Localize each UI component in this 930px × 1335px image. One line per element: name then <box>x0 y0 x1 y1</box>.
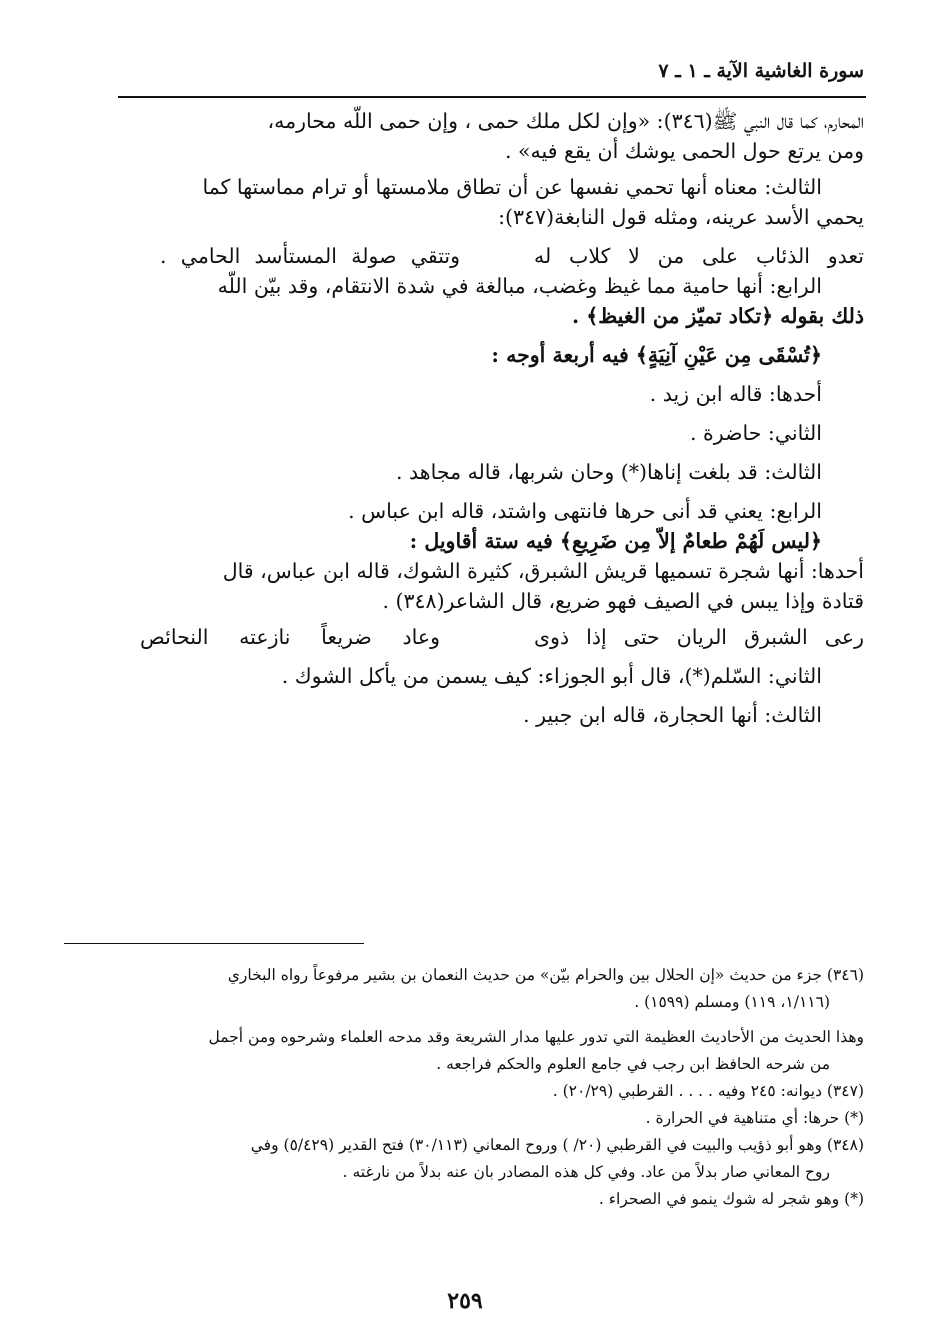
text-line: ذلك بقوله ﴿تكاد تميّز من الغيظ﴾ . <box>571 304 864 328</box>
text-line: الرابع: أنها حامية مما غيظ وغضب، مبالغة في شدة الانتقام، وقد بيّن اللّه <box>217 274 822 298</box>
main-text <box>70 106 864 730</box>
footnote-line: (٣٤٨) وهو أبو ذؤيب والبيت في القرطبي (٢٠/ ) وروح المعاني (٣٠/١١٣) فتح القدير (٥/٤٢٩) وفي <box>250 1136 864 1154</box>
verse-first-hemistich: رعى الشبرق الريان حتى إذا ذوى <box>534 625 864 649</box>
quranic-verse-heading: ﴿تُسْقَى مِن عَيْنٍ آنِيَةٍ﴾ فيه أربعة أوجه : <box>491 343 822 367</box>
text-line: قتادة وإذا يبس في الصيف فهو ضريع، قال الشاعر(٣٤٨) . <box>382 589 864 613</box>
point-line: الثاني: السّلم(*)، قال أبو الجوزاء: كيف يسمن من يأكل الشوك . <box>281 664 822 688</box>
point-line: أحدها: قاله ابن زيد . <box>649 382 822 406</box>
running-head: سورة الغاشية الآية ـ ١ ـ ٧ <box>658 60 864 82</box>
point-line: الرابع: يعني قد أنى حرها فانتهى واشتد، قاله ابن عباس . <box>348 499 822 523</box>
point-line: الثالث: قد بلغت إناها(*) وحان شربها، قاله مجاهد . <box>395 460 822 484</box>
text-line: أحدها: أنها شجرة تسميها قريش الشبرق، كثيرة الشوك، قاله ابن عباس، قال <box>222 559 864 583</box>
footnote-line: (*) حرها: أي متناهية في الحرارة . <box>645 1109 864 1127</box>
header-rule <box>118 96 866 98</box>
text-line: يحمي الأسد عرينه، ومثله قول النابغة(٣٤٧): <box>498 205 864 229</box>
verse-second-hemistich: وعاد ضريعاً نازعته النحائص <box>140 625 440 649</box>
footnote-line: روح المعاني صار بدلاً من عاد. وفي كل هذه المصادر بان عنه بدلاً من نارغته . <box>342 1163 830 1181</box>
footnote-line: من شرحه الحافظ ابن رجب في جامع العلوم والحكم فراجعه . <box>436 1055 830 1073</box>
footnote-rule <box>64 943 364 944</box>
footnotes <box>62 962 864 1213</box>
footnote-line: (*) وهو شجر له شوك ينمو في الصحراء . <box>598 1190 864 1208</box>
poetry-verse-1 <box>70 241 864 271</box>
verse-second-hemistich: وتتقي صولة المستأسد الحامي . <box>160 244 460 268</box>
text-line: المحارم، كما قال النبي ﷺ(٣٤٦): «وإن لكل ملك حمى ، وإن حمى اللّه محارمه، <box>267 109 864 133</box>
footnote-line: (١/١١٦، ١١٩) ومسلم (١٥٩٩) . <box>634 993 830 1011</box>
footnote-line: وهذا الحديث من الأحاديث العظيمة التي تدور عليها مدار الشريعة وقد مدحه العلماء وشرحوه ومن أجمل <box>208 1028 864 1046</box>
footnote-line: (٣٤٦) جزء من حديث «إن الحلال بين والحرام بيّن» من حديث النعمان بن بشير مرفوعاً رواه البخاري <box>227 966 864 984</box>
page-number: ٢٥٩ <box>447 1288 483 1314</box>
footnote-line: (٣٤٧) ديوانه: ٢٤٥ وفيه . . . . القرطبي (٢٠/٢٩) . <box>552 1082 864 1100</box>
text-line: ومن يرتع حول الحمى يوشك أن يقع فيه» . <box>504 139 864 163</box>
text-line: الثالث: معناه أنها تحمي نفسها عن أن تطاق ملامستها أو ترام مماستها كما <box>202 175 822 199</box>
quranic-verse-heading: ﴿ليس لَهُمْ طعامٌ إلاّ مِن ضَرِيعٍ﴾ فيه ستة أقاويل : <box>409 529 822 553</box>
point-line: الثالث: أنها الحجارة، قاله ابن جبير . <box>523 703 822 727</box>
verse-first-hemistich: تعدو الذئاب على من لا كلاب له <box>534 244 864 268</box>
point-line: الثاني: حاضرة . <box>690 421 822 445</box>
poetry-verse-2 <box>70 622 864 652</box>
